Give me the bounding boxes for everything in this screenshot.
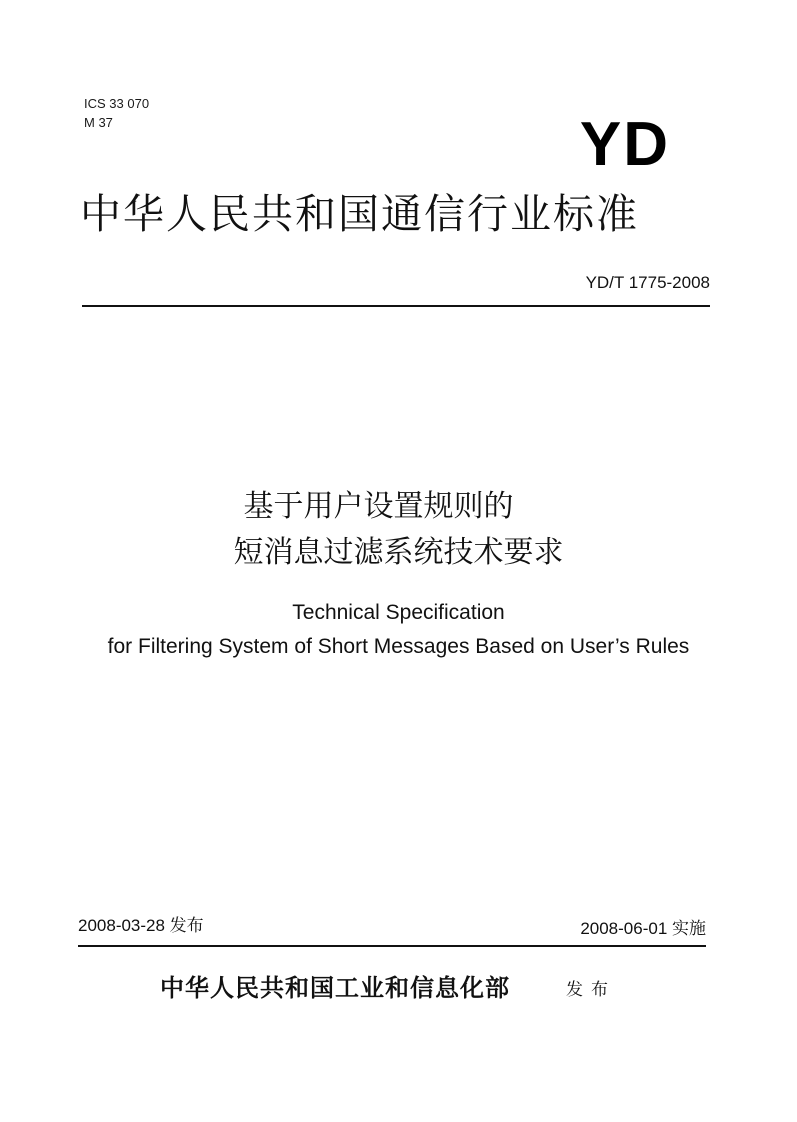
ccs-code: M 37 — [84, 115, 113, 130]
classification-codes — [84, 94, 149, 132]
english-title-line-2: for Filtering System of Short Messages Based on User’s Rules — [107, 635, 690, 658]
header-divider — [82, 305, 710, 307]
footer-divider — [78, 945, 706, 947]
publisher-action: 发布 — [566, 980, 616, 1000]
chinese-title-line-2: 短消息过滤系统技术要求 — [233, 535, 564, 570]
publisher-name: 中华人民共和国工业和信息化部 — [160, 973, 510, 1002]
standard-number: YD/T 1775-2008 — [585, 273, 710, 292]
chinese-title-line-1: 基于用户设置规则的 — [243, 489, 514, 524]
issue-date: 2008-03-28 发布 — [78, 916, 204, 935]
effective-date: 2008-06-01 实施 — [580, 919, 706, 938]
standard-category-title: 中华人民共和国通信行业标准 — [80, 190, 639, 238]
yd-logo: YD — [579, 110, 670, 179]
english-title-line-1: Technical Specification — [292, 601, 505, 624]
ics-code: ICS 33 070 — [84, 96, 150, 111]
